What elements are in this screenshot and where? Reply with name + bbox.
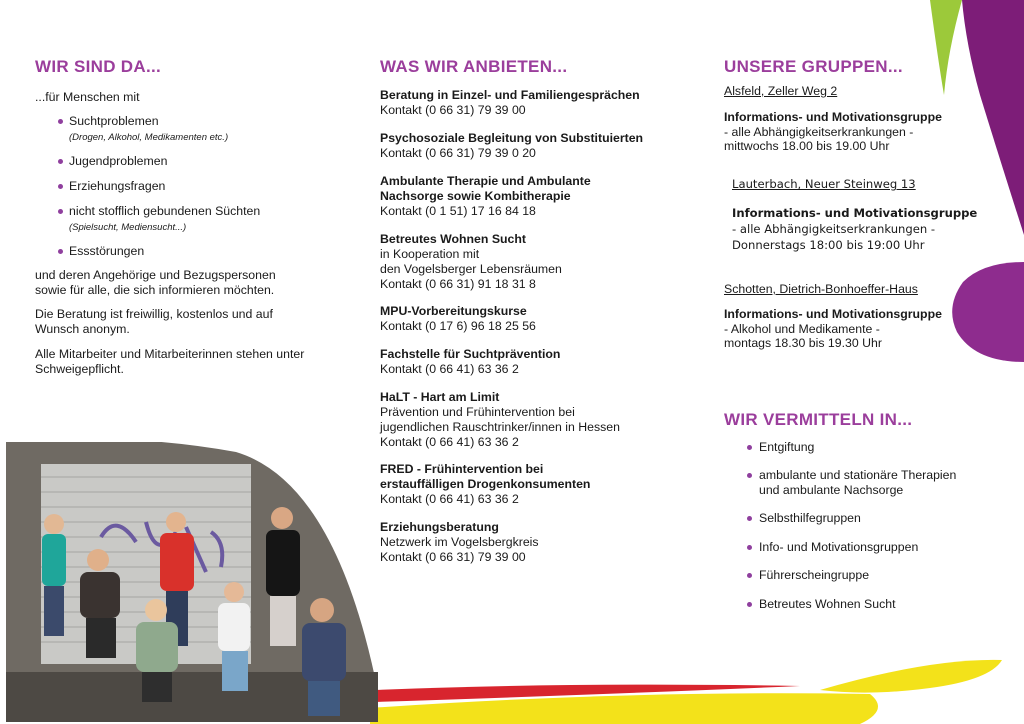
team-photo	[6, 442, 378, 722]
bullet-icon	[747, 545, 752, 550]
offer-contact: Kontakt (0 66 31) 79 39 0 20	[380, 146, 536, 160]
bullet-icon	[58, 249, 63, 254]
bullet-icon	[58, 159, 63, 164]
group-title: Informations- und Motivationsgruppe	[724, 307, 942, 321]
offer-title: Betreutes Wohnen Sucht	[380, 232, 526, 246]
list-item: Selbsthilfegruppen	[759, 511, 861, 525]
group-location: Schotten, Dietrich-Bonhoeffer-Haus	[724, 282, 918, 296]
bullet-icon	[58, 184, 63, 189]
bullet-icon	[747, 602, 752, 607]
group-detail: - alle Abhängigkeitserkrankungen -	[724, 125, 914, 139]
list-item: und ambulante Nachsorge	[759, 483, 904, 497]
list-item: Führerscheingruppe	[759, 568, 870, 582]
offer-contact: Kontakt (0 1 51) 17 16 84 18	[380, 204, 536, 218]
heading-wir-vermitteln-in: WIR VERMITTELN IN...	[724, 410, 913, 429]
offer-title: MPU-Vorbereitungskurse	[380, 304, 527, 318]
heading-unsere-gruppen: UNSERE GRUPPEN...	[724, 57, 903, 76]
bullet-icon	[747, 516, 752, 521]
paragraph-text: Schweigepflicht.	[35, 362, 124, 376]
offer-contact: Kontakt (0 66 31) 79 39 00	[380, 550, 526, 564]
list-item: Betreutes Wohnen Sucht	[759, 597, 896, 611]
offer-title: Beratung in Einzel- und Familiengesprächen	[380, 88, 640, 102]
paragraph-text: Alle Mitarbeiter und Mitarbeiterinnen stehen unter	[35, 347, 305, 361]
offer-contact: Kontakt (0 66 31) 79 39 00	[380, 103, 526, 117]
group-location: Alsfeld, Zeller Weg 2	[724, 84, 838, 98]
offer-title: Erziehungsberatung	[380, 520, 499, 534]
list-item: Info- und Motivationsgruppen	[759, 540, 919, 554]
offer-title: erstauffälligen Drogenkonsumenten	[380, 477, 591, 491]
offer-detail: den Vogelsberger Lebensräumen	[380, 262, 562, 276]
bullet-icon	[747, 445, 752, 450]
offer-title: FRED - Frühintervention bei	[380, 462, 544, 476]
group-schedule: montags 18.30 bis 19.30 Uhr	[724, 336, 882, 350]
paragraph-text: Die Beratung ist freiwillig, kostenlos und auf	[35, 307, 273, 321]
offer-contact: Kontakt (0 66 41) 63 36 2	[380, 492, 519, 506]
offer-title: Fachstelle für Suchtprävention	[380, 347, 561, 361]
heading-was-wir-anbieten: WAS WIR ANBIETEN...	[380, 57, 568, 76]
list-item-note: (Spielsucht, Mediensucht...)	[69, 222, 187, 233]
group-schedule: mittwochs 18.00 bis 19.00 Uhr	[724, 139, 890, 153]
group-schedule: Donnerstags 18:00 bis 19:00 Uhr	[732, 238, 925, 252]
offer-contact: Kontakt (0 17 6) 96 18 25 56	[380, 319, 536, 333]
list-item: ambulante und stationäre Therapien	[759, 468, 957, 482]
decorative-swoosh-bottom	[370, 650, 1024, 724]
offer-title: Psychosoziale Begleitung von Substituierten	[380, 131, 644, 145]
group-detail: - Alkohol und Medikamente -	[724, 322, 880, 336]
paragraph-text: Wunsch anonym.	[35, 322, 130, 336]
paragraph-text: sowie für alle, die sich informieren möchten.	[35, 283, 275, 297]
offer-detail: Netzwerk im Vogelsbergkreis	[380, 535, 539, 549]
offer-contact: Kontakt (0 66 41) 63 36 2	[380, 435, 519, 449]
offer-detail: Prävention und Frühintervention bei	[380, 405, 575, 419]
list-item: Essstörungen	[69, 244, 145, 258]
group-detail: - alle Abhängigkeitserkrankungen -	[732, 222, 936, 236]
intro-text: ...für Menschen mit	[35, 90, 140, 104]
heading-wir-sind-da: WIR SIND DA...	[35, 57, 162, 76]
offer-title: HaLT - Hart am Limit	[380, 390, 500, 404]
bullet-icon	[58, 209, 63, 214]
bullet-icon	[58, 119, 63, 124]
list-item: Erziehungsfragen	[69, 179, 166, 193]
offer-contact: Kontakt (0 66 41) 63 36 2	[380, 362, 519, 376]
group-title: Informations- und Motivationsgruppe	[732, 206, 978, 220]
offer-detail: jugendlichen Rauschtrinker/innen in Hessen	[380, 420, 620, 434]
list-item: Suchtproblemen	[69, 114, 159, 128]
offer-title: Nachsorge sowie Kombitherapie	[380, 189, 571, 203]
decorative-circle-right	[945, 262, 1024, 362]
bullet-icon	[747, 473, 752, 478]
list-item: Jugendproblemen	[69, 154, 168, 168]
offer-contact: Kontakt (0 66 31) 91 18 31 8	[380, 277, 536, 291]
group-title: Informations- und Motivationsgruppe	[724, 110, 942, 124]
list-item-note: (Drogen, Alkohol, Medikamenten etc.)	[69, 132, 229, 143]
bullet-icon	[747, 573, 752, 578]
list-item: Entgiftung	[759, 440, 815, 454]
list-item: nicht stofflich gebundenen Süchten	[69, 204, 261, 218]
paragraph-text: und deren Angehörige und Bezugspersonen	[35, 268, 276, 282]
offer-detail: in Kooperation mit	[380, 247, 480, 261]
offer-title: Ambulante Therapie und Ambulante	[380, 174, 591, 188]
group-location: Lauterbach, Neuer Steinweg 13	[732, 177, 916, 191]
